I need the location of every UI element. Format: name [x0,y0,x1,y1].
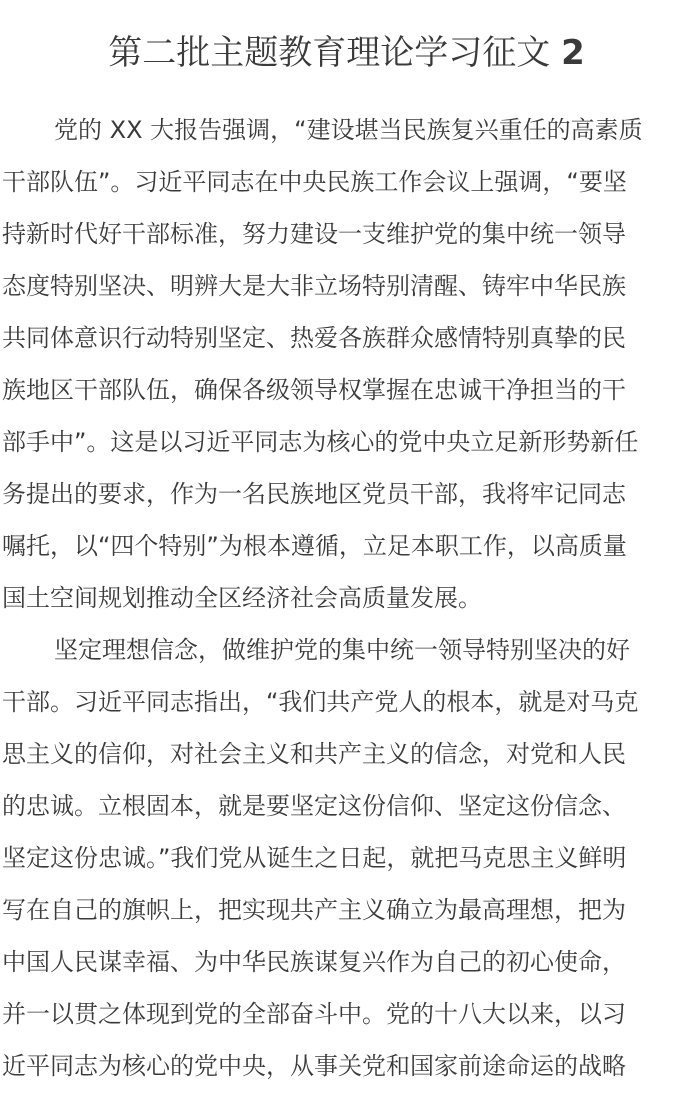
text-line: 中国人民谋幸福、为中华民族谋复兴作为自己的初心使命， [2,948,626,976]
text-line: 持新时代好干部标准，努力建设一支维护党的集中统一领导 [2,220,626,248]
text-line: 并一以贯之体现到党的全部奋斗中。党的十八大以来，以习 [2,1000,626,1028]
text-line: 写在自己的旗帜上，把实现共产主义确立为最高理想，把为 [2,896,626,924]
text-line: 思主义的信仰，对社会主义和共产主义的信念，对党和人民 [2,740,626,768]
text-line: 干部。习近平同志指出，“我们共产党人的根本，就是对马克 [2,688,639,716]
text-line: 务提出的要求，作为一名民族地区党员干部，我将牢记同志 [2,480,626,508]
text-line: 族地区干部队伍，确保各级领导权掌握在忠诚干净担当的干 [2,376,626,404]
title-number: 2 [561,33,585,73]
text-line: 态度特别坚决、明辨大是大非立场特别清醒、铸牢中华民族 [2,272,626,300]
title-text: 第二批主题教育理论学习征文 [108,33,551,73]
text-line: 的忠诚。立根固本，就是要坚定这份信仰、坚定这份信念、 [2,792,626,820]
text-line: 近平同志为核心的党中央，从事关党和国家前途命运的战略 [2,1052,626,1080]
text-line: 嘱托，以“四个特别”为根本遵循，立足本职工作，以高质量 [2,532,627,560]
text-line: 坚定这份忠诚。”我们党从诞生之日起，就把马克思主义鲜明 [2,844,627,872]
text-line: 党的 XX 大报告强调，“建设堪当民族复兴重任的高素质 [54,116,643,144]
text-line: 共同体意识行动特别坚定、热爱各族群众感情特别真挚的民 [2,324,626,352]
text-line: 部手中”。这是以习近平同志为核心的党中央立足新形势新任 [2,428,639,456]
text-line: 国土空间规划推动全区经济社会高质量发展。 [2,584,482,612]
text-line: 坚定理想信念，做维护党的集中统一领导特别坚决的好 [54,636,630,664]
document-title [0,30,693,76]
text-line: 干部队伍”。习近平同志在中央民族工作会议上强调，“要坚 [2,168,627,196]
